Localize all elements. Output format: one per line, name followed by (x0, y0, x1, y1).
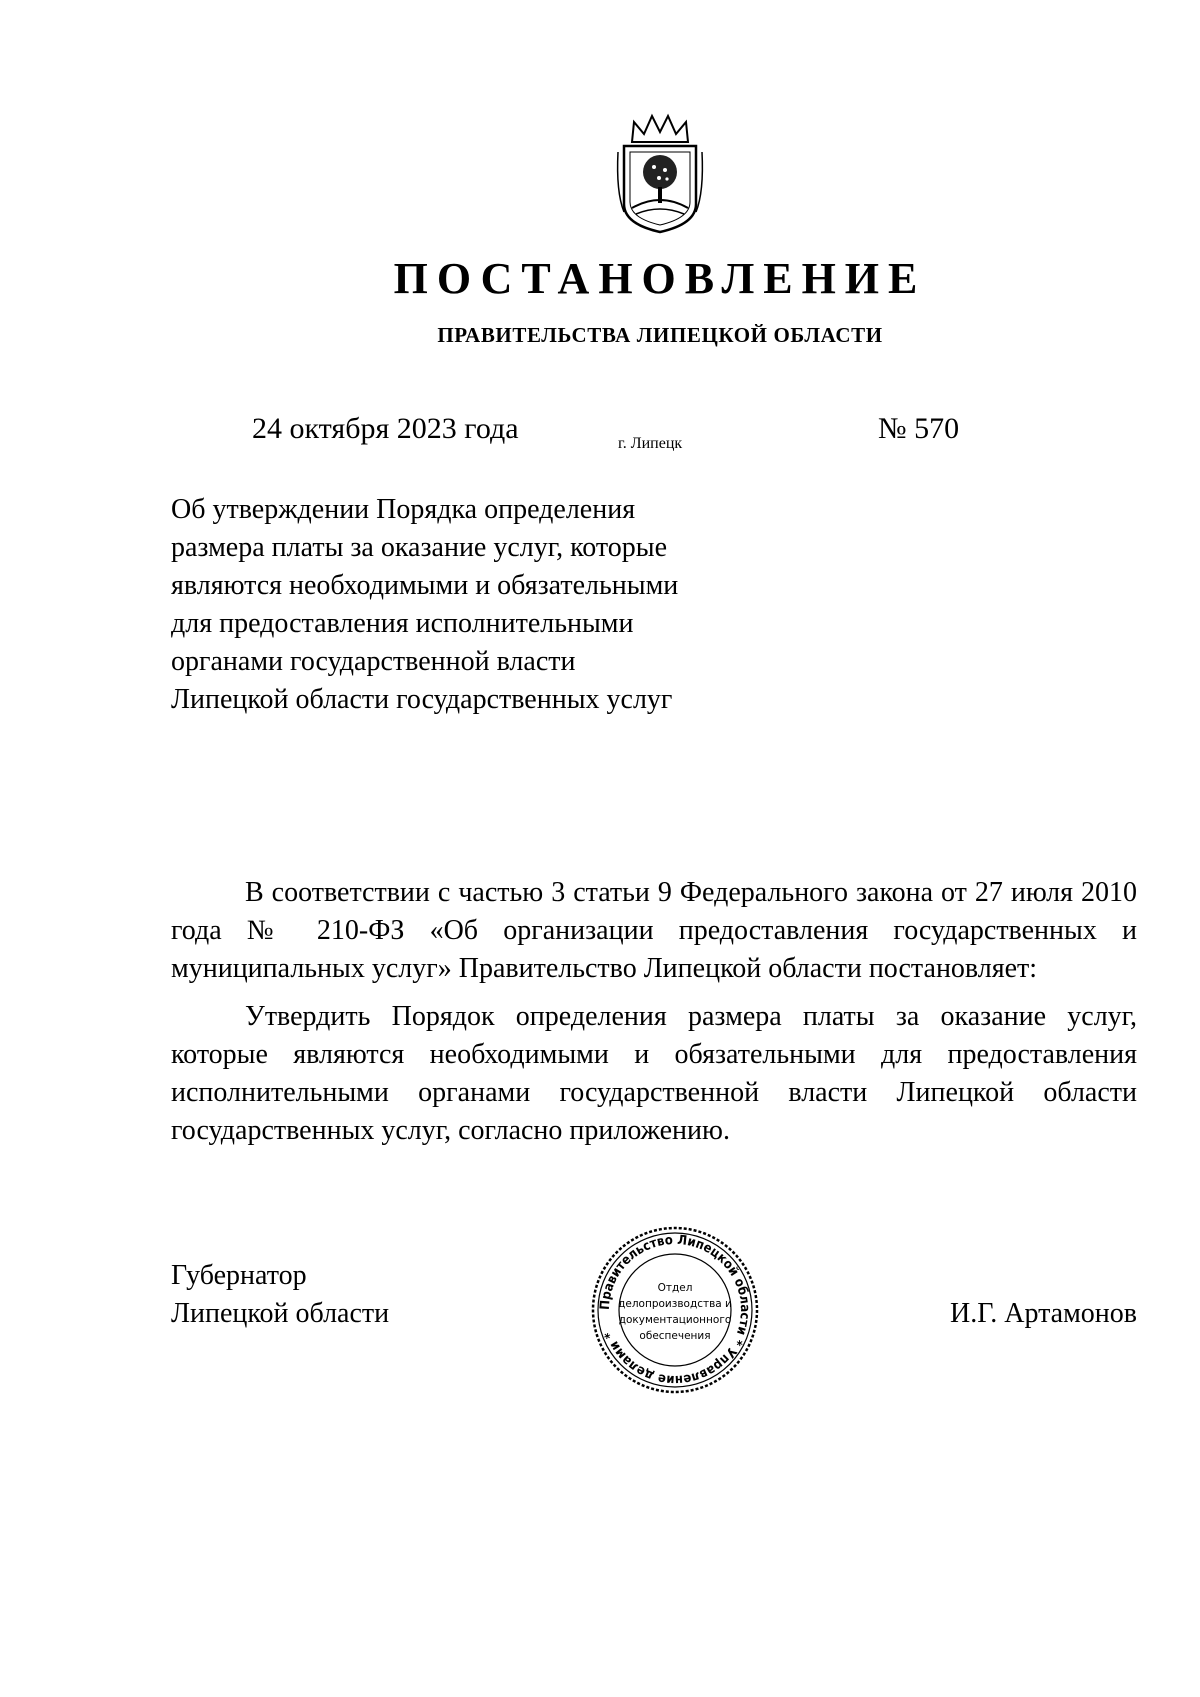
subject-line: Об утверждении Порядка определения (171, 494, 636, 525)
subject-line: органами государственной власти (171, 646, 576, 677)
subject-line: являются необходимыми и обязательными (171, 570, 679, 601)
signatory-position-line: Губернатор (171, 1260, 307, 1291)
document-issuer: ПРАВИТЕЛЬСТВА ЛИПЕЦКОЙ ОБЛАСТИ (437, 323, 883, 347)
document-title: ПОСТАНОВЛЕНИЕ (393, 254, 927, 303)
stamp-inner-line: обеспечения (639, 1330, 711, 1342)
subject-line: Липецкой области государственных услуг (171, 684, 673, 715)
coat-of-arms-icon (612, 112, 708, 236)
body-paragraph-resolution: Утвердить Порядок определения размера платы за оказание услуг, которые являются необходимыми и обязательными для предоставления исполнительными органами государственной власти Липецкой области государственных услуг, согласно приложению. (171, 1001, 1137, 1146)
document-city: г. Липецк (618, 435, 683, 452)
official-stamp-icon (590, 1225, 760, 1395)
stamp-inner-line: делопроизводства и (618, 1298, 732, 1310)
document-subject (171, 491, 731, 719)
subject-line: для предоставления исполнительными (171, 608, 634, 639)
signatory-name: И.Г. Артамонов (949, 1298, 1137, 1329)
stamp-outer-text: Правительство Липецкой области * Управление делами * (597, 1232, 753, 1388)
stamp-inner-line: Отдел (657, 1282, 693, 1294)
svg-text:Правительство Липецкой области (598, 1233, 752, 1387)
document-date: 24 октября 2023 года (252, 412, 519, 445)
body-paragraph-preamble: В соответствии с частью 3 статьи 9 Федерального закона от 27 июля 2010 года № 210-ФЗ «Об организации предоставления государственных и муниципальных услуг» Правительство Липецкой области постановляет: (171, 877, 1137, 984)
signatory-position-line: Липецкой области (171, 1298, 390, 1329)
stamp-inner-line: документационного (618, 1314, 732, 1326)
document-number: № 570 (878, 412, 960, 445)
subject-line: размера платы за оказание услуг, которые (171, 532, 668, 563)
signatory-position (171, 1257, 389, 1333)
